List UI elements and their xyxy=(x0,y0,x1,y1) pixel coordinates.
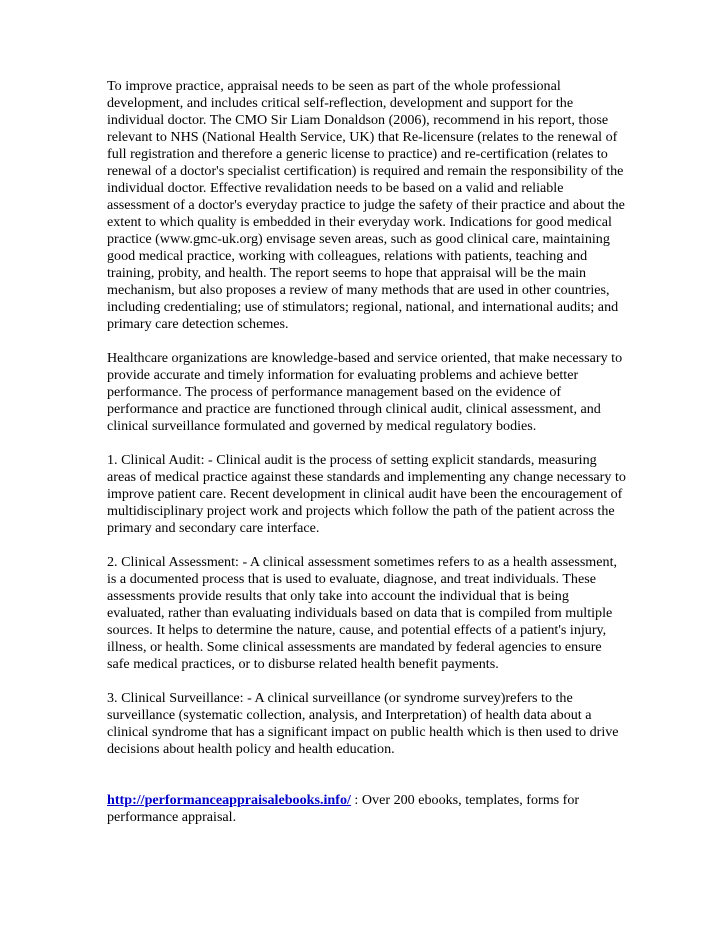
footer-link-paragraph xyxy=(107,792,627,826)
ebooks-link[interactable]: http://performanceappraisalebooks.info/ xyxy=(107,792,351,808)
paragraph-clinical-surveillance: 3. Clinical Surveillance: - A clinical surveillance (or syndrome survey)refers to the surveillance (systematic collection, analysis, and Interpretation) of health data about a clinical syndrome that has a significant impact on public health which is then used to drive decisions about health policy and health education. xyxy=(107,690,619,757)
paragraph-healthcare-organizations: Healthcare organizations are knowledge-based and service oriented, that make necessary to provide accurate and timely information for evaluating problems and achieve better performance. The process of performance management based on the evidence of performance and practice are functioned through clinical audit, clinical assessment, and clinical surveillance formulated and governed by medical regulatory bodies. xyxy=(107,350,623,434)
paragraph-appraisal-intro: To improve practice, appraisal needs to be seen as part of the whole professional development, and includes critical self-reflection, development and support for the individual doctor. The CMO Sir Liam Donaldson (2006), recommend in his report, those relevant to NHS (National Health Service, UK) that Re-licensure (relates to the renewal of full registration and therefore a generic license to practice) and re-certification (relates to renewal of a doctor's specialist certification) is required and remain the responsibility of the individual doctor. Effective revalidation needs to be based on a valid and reliable assessment of a doctor's everyday practice to judge the safety of their practice and about the extent to which quality is embedded in their everyday work. Indications for good medical practice (www.gmc-uk.org) envisage seven areas, such as good clinical care, maintaining good medical practice, working with colleagues, relations with patients, teaching and training, probity, and health. The report seems to hope that appraisal will be the main mechanism, but also proposes a review of many methods that are used in other countries, including credentialing; use of stimulators; regional, national, and international audits; and primary care detection schemes. xyxy=(107,78,625,332)
paragraph-clinical-audit: 1. Clinical Audit: - Clinical audit is the process of setting explicit standards, measuring areas of medical practice against these standards and implementing any change necessary to improve patient care. Recent development in clinical audit have been the encouragement of multidisciplinary project work and projects which follow the path of the patient across the primary and secondary care interface. xyxy=(107,452,626,536)
paragraph-clinical-assessment: 2. Clinical Assessment: - A clinical assessment sometimes refers to as a health assessment, is a documented process that is used to evaluate, diagnose, and treat individuals. These assessments provide results that only take into account the individual that is being evaluated, rather than evaluating individuals based on data that is compiled from multiple sources. It helps to determine the nature, cause, and potential effects of a patient's injury, illness, or health. Some clinical assessments are mandated by federal agencies to ensure safe medical practices, or to disburse related health benefit payments. xyxy=(107,554,618,672)
document-page xyxy=(107,78,627,843)
footer-link-description: : Over 200 ebooks, templates, forms for performance appraisal. xyxy=(107,792,580,825)
